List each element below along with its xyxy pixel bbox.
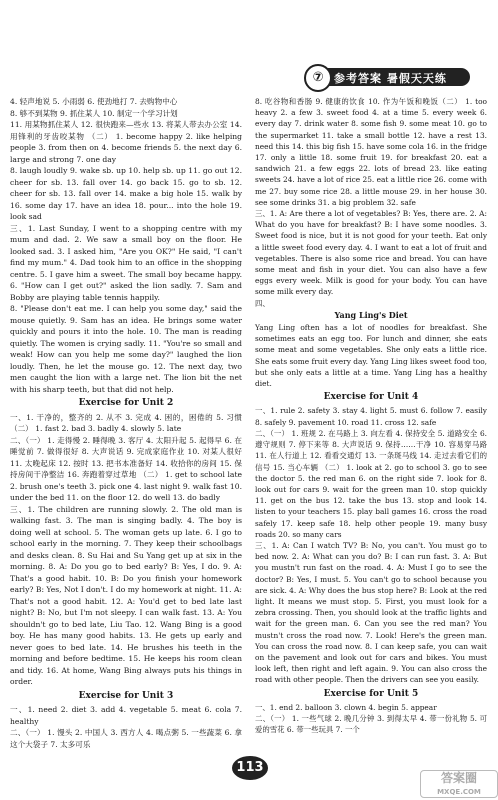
answer-paragraph: 一、1. end 2. balloon 3. clown 4. begin 5. appear xyxy=(255,702,437,712)
answer-paragraph: 8. 够不到某物 9. 抓住某人 10. 制定一个学习计划 xyxy=(10,108,178,118)
answer-paragraph: 三、1. A: Can I watch TV? B: No, you can't. You must go to bed now. 2. A: What can you do? B: I can run fast. 3. A: But you mustn't run fast on the road. 4. A: Must I go to see the doctor? B: Yes, I must. 5. You can't go to school because you are sick. 4. A: Why does the bus stop here? B: Look at the red light. It means we must stop. 5. First, you must look for a zebra crossing. Then, you should look at the traffic lights and wait for the green man. 6. Can you see the red man? You mustn't cross the road now. 7. Look! Here's the green man. You can cross the road now. 8. I can keep safe, you can wait on the pavement and look out for cars and bikes. You must look left, then right and left again. 9. You can also cross the road with other people. Then the drivers can see you easily. xyxy=(255,540,487,685)
answer-paragraph: 二、（一） 1. 馒头 2. 中国人 3. 西方人 4. 喝点粥 5. 一些蔬菜 6. 拿这个大袋子 7. 太多可乐 xyxy=(10,728,242,749)
answer-paragraph: 8. laugh loudly 9. wake sb. up 10. help sb. up 11. go out 12. cheer for sb. 13. fall over 14. go back 15. go to sb. 12. cheer for sb. 13. fall over 14. make a big hole 15. walk by 16. some day 17. have an idea 18. pour... into the hole 19. look sad xyxy=(10,166,242,221)
left-column xyxy=(10,96,242,750)
watermark-url: MXQE.COM xyxy=(437,788,481,796)
watermark-text: 答案圈 xyxy=(440,771,477,785)
story-block xyxy=(255,298,487,390)
answer-paragraph: 一、1. rule 2. safety 3. stay 4. light 5. must 6. follow 7. easily 8. safely 9. pavement 10. road 11. cross 12. safe xyxy=(255,406,487,427)
story-heading: 四、 xyxy=(255,298,270,308)
answer-paragraph: 三、1. The children are running slowly. 2. The old man is walking fast. 3. The man is singing badly. 4. The boy is doing well at school. 5. The woman gets up late. 6. I go to school early in the morning. 7. They keep their schoolbags and desks clean. 8. Su Hai and Su Yang get up at six in the morning. 8. A: Do you go to bed early? B: Yes, I do. 9. A: That's a good habit. 10. B: Do you finish your homework early? B: Yes, Not I don't. I do my homework at night. 11. A: That's not a good habit. 12. A: You'd get to bed late last night? B: No, but I'm not sleepy. I can walk fast. 13. A: You shouldn't go to bed late, Liu Tao. 12. Wang Bing is a good boy. He has many good habits. 13. He gets up early and never goes to bed late. 14. He brushes his teeth in the morning and before bedtime. 15. He keeps his room clean and tidy. 16. At home, Wang Bing always puts his things in order. xyxy=(10,504,242,686)
section-title-unit-4: Exercise for Unit 4 xyxy=(323,392,419,403)
answer-paragraph: 二、（一） 1. 一些气球 2. 晚几分钟 3. 到得太早 4. 带一份礼物 5. 可爱的雪花 6. 带一些玩具 7. 一个 xyxy=(255,713,487,735)
answer-paragraph: 二、（一） 1. 班规 2. 在马路上 3. 向左看 4. 保持安全 5. 道路安全 6. 遵守规则 7. 停下来等 8. 大声说话 9. 保持……干净 10. 容易穿马路 11. 在人行道上 12. 看看交通灯 13. 一条斑马线 14. 走过去看它们的信号 15. 当心车辆 （二） 1. look at 2. go to school 3. go to see the doctor 5. the red man 6. on the right side 7. look for 8. look out for cars 9. wait for the green man 10. stop quickly 11. get on the bus 12. take the bus 13. stop and look 14. listen to your teachers 15. play ball games 16. cross the road safely 17. keep safe 18. help other people 19. many busy roads 20. so many cars xyxy=(255,428,487,539)
answer-paragraph: 三、1. Last Sunday, I went to a shopping centre with my mum and dad. 2. We saw a small boy on the floor. He looked sad. 3. I asked him, "Are you OK?" He said, "I can't find my mum." 4. Dad took him to an office in the shopping centre. 5. I gave him a sweet. The small boy became happy. 6. "How can I get out?" asked the lion sadly. 7. Sam and Bobby are playing table tennis happily. xyxy=(10,223,242,302)
page-number: 113 xyxy=(232,756,268,780)
story-text: Yang Ling often has a lot of noodles for breakfast. She sometimes eats an egg too. For lunch and dinner, she eats some meat and some vegetables. She only eats a little rice. She eats some fruit every day. Yang Ling likes sweet food too, but she only eats a little at a time. Yang Ling has a healthy diet. xyxy=(255,323,487,389)
answer-paragraph: 一、1. 干净的，整齐的 2. 从不 3. 完成 4. 困的，困倦的 5. 习惯 （二） 1. fast 2. bad 3. badly 4. slowly 5. late xyxy=(10,412,242,433)
answer-paragraph: 8. 吃谷物和香肠 9. 健康的饮食 10. 作为午饭和晚饭（二） 1. too heavy 2. a few 3. sweet food 4. at a time 5. every week 6. every day 7. drink water 8. some fish 9. some meat 10. go to the supermarket 11. take a small bottle 12. have a rest 13. need this 14. this big fish 15. have some cola 16. in the fridge 17. only a little 18. some fruit 19. for breakfast 20. eat a sandwich 21. a few eggs 22. lots of bread 23. like eating sweets 24. have a lot of rice 25. eat a little rice 26. come with me 27. buy some rice 28. a little mouse 29. in her house 30. see some drinks 31. a big problem 32. safe xyxy=(255,97,487,207)
header-title: 参考答案 暑假天天练 xyxy=(334,72,447,85)
right-column xyxy=(255,96,487,735)
answer-paragraph: 11. 用某物抓住某人 12. 很快跑来—些水 13. 将某人带去办公室 14. 用锋利的牙齿咬某物 （二） 1. become happy 2. like helping people 3. from then on 4. become friends 5. the next day 6. large and strong 7. one day xyxy=(10,120,242,164)
story-title: Yang Ling's Diet xyxy=(334,309,408,320)
watermark-logo xyxy=(420,770,498,798)
answer-paragraph: 4. 轻声地说 5. 小雨弱 6. 使劲地打 7. 去购物中心 xyxy=(10,97,178,106)
answer-paragraph: 三、1. A: Are there a lot of vegetables? B: Yes, there are. 2. A: What do you have for breakfast? B: I have some noodles. 3. Sweet food is nice, but it is not good for your teeth. Eat only a little sweet food every day. 4. I want to eat a lot of fruit and vegetables. There is also some rice and bread. You can have some meat and fish in your diet. You can also have a few eggs every week. Milk is good for your body. You can have some milk every day. xyxy=(255,209,487,297)
answer-paragraph: 8. "Please don't eat me. I can help you some day," said the mouse quietly. 9. Sam has an idea. He brings some water quickly and pours it into the hole. 10. The man is reading quietly. The women is crying sadly. 11. "You're so small and weak! How can you help me some day?" laughed the lion loudly. Then, he let the mouse go. 12. The next day, two men caught the lion with a large net. The lion bit the net with his sharp teeth, but that did not help. xyxy=(10,304,242,394)
answer-paragraph: 一、1. need 2. diet 3. add 4. vegetable 5. meat 6. cola 7. healthy xyxy=(10,705,242,726)
section-title-unit-2: Exercise for Unit 2 xyxy=(78,398,174,408)
page-header xyxy=(310,62,470,92)
header-logo-icon: ⑦ xyxy=(304,64,332,92)
section-title-unit-5: Exercise for Unit 5 xyxy=(323,688,419,699)
section-title-unit-3: Exercise for Unit 3 xyxy=(78,690,174,701)
answer-paragraph: 二、（一） 1. 走得慢 2. 睡得晚 3. 客厅 4. 太阳升起 5. 起得早 6. 在睡觉前 7. 做得很好 8. 大声说话 9. 完成家庭作业 10. 对某人很好 11. 太晚起床 12. 按时 13. 把书本准备好 14. 收拾你的房间 15. 保持房间干净整洁 16. 奔跑着穿过草地 （二） 1. get to school late 2. brush one's teeth 3. pick one 4. last night 9. walk fast 10. under the bed 11. on the floor 12. do well 13. do badly xyxy=(10,435,242,502)
